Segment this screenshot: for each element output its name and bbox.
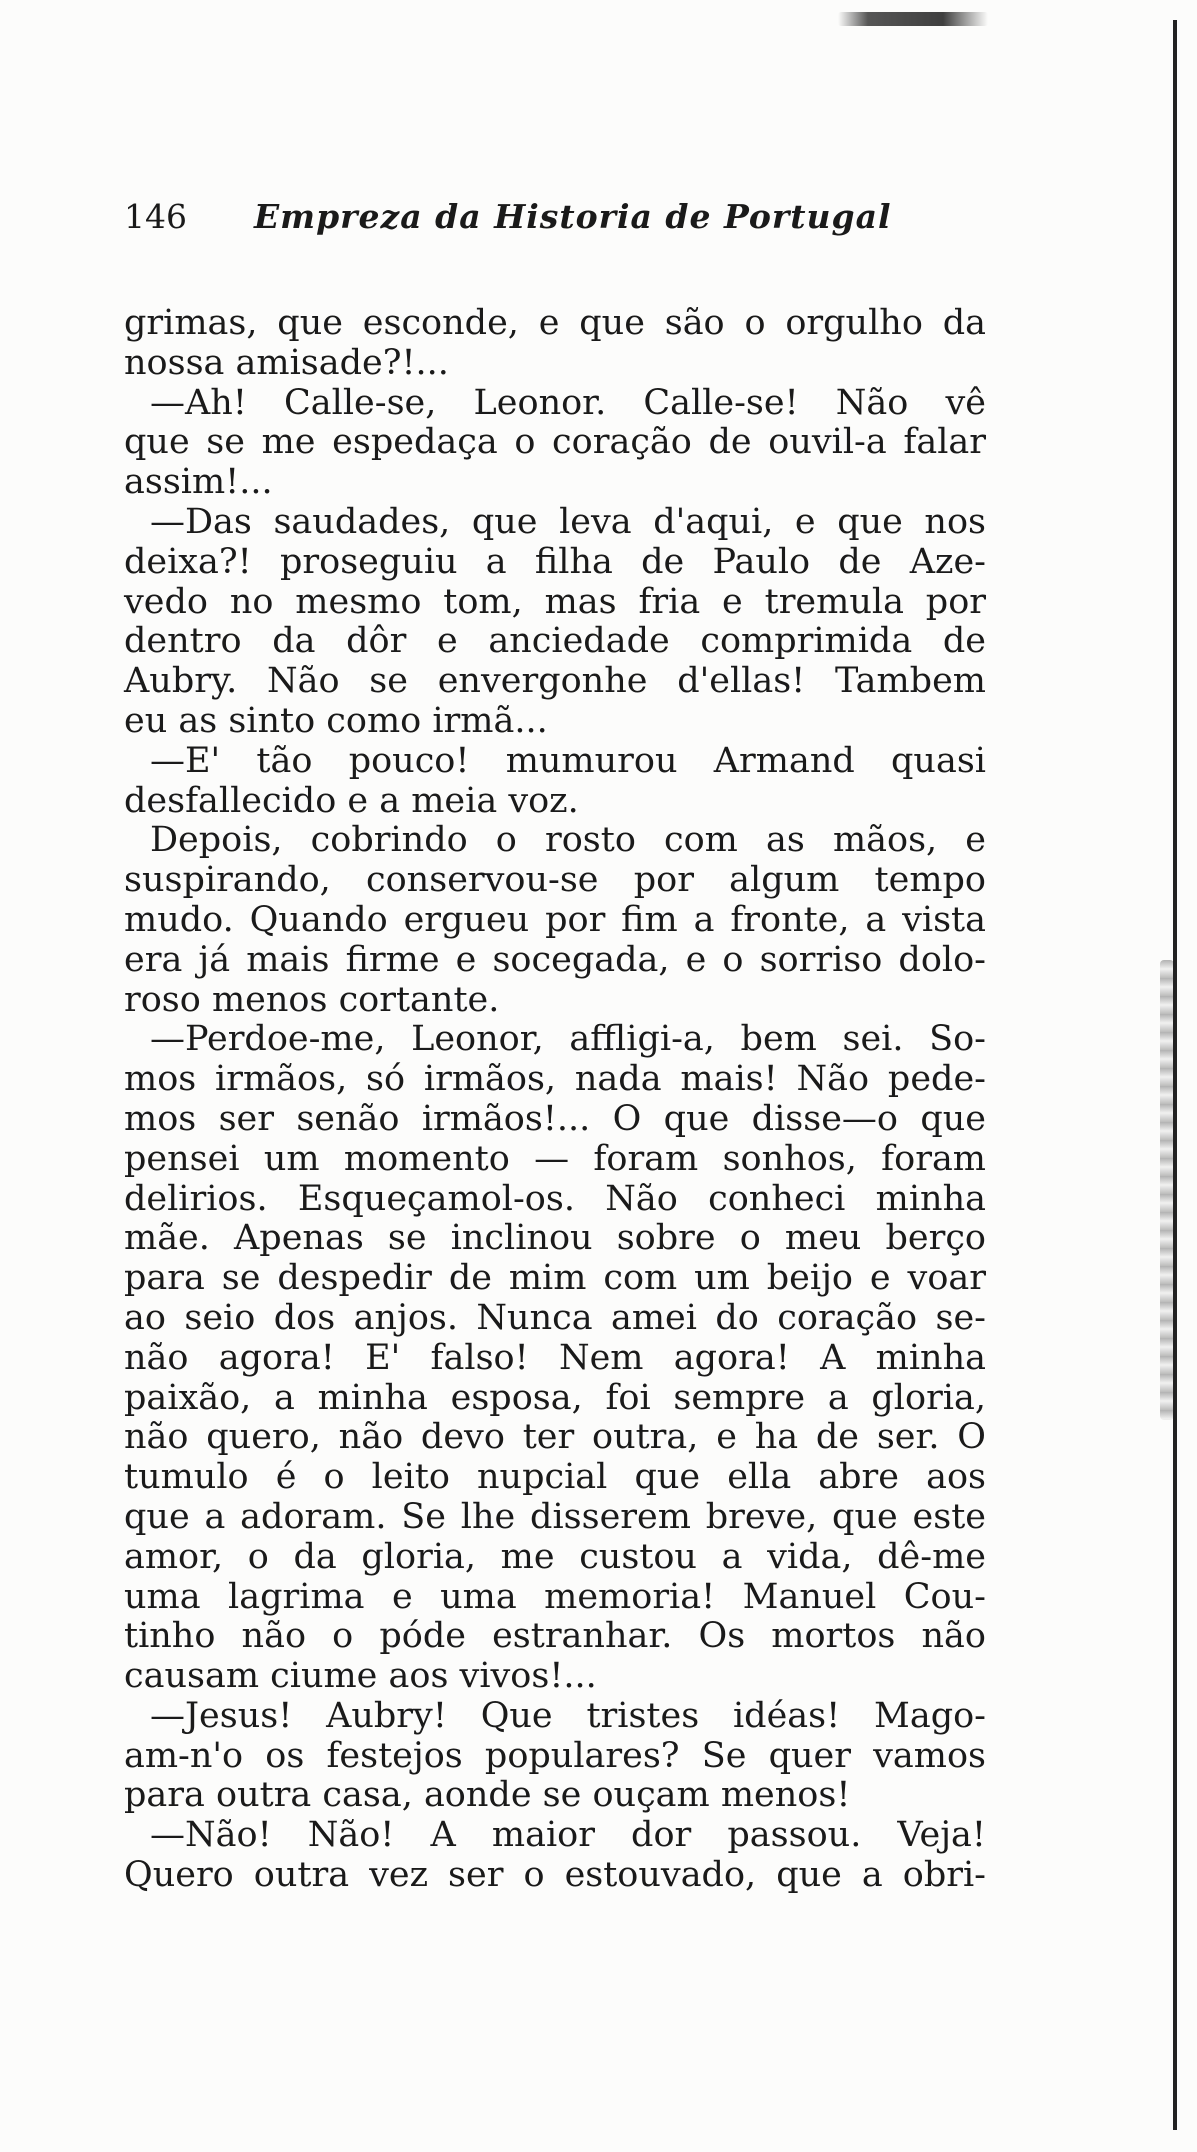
text-line: —Das saudades, que leva d'aqui, e que nos — [150, 501, 986, 542]
text-line: que a adoram. Se lhe disserem breve, que este — [124, 1496, 986, 1537]
text-line: pensei um momento — foram sonhos, foram — [124, 1138, 986, 1179]
text-line: am-n'o os festejos populares? Se quer vamos — [124, 1735, 986, 1776]
text-line: não agora! E' falso! Nem agora! A minha — [124, 1337, 986, 1378]
text-line: roso menos cortante. — [124, 979, 500, 1020]
text-line: eu as sinto como irmã... — [124, 700, 548, 741]
text-line: amor, o da gloria, me custou a vida, dê-me — [124, 1536, 986, 1577]
text-line: causam ciume aos vivos!... — [124, 1656, 597, 1697]
text-line: mudo. Quando ergueu por fim a fronte, a vista — [124, 899, 986, 940]
text-line: mos ser senão irmãos!... O que disse—o que — [124, 1098, 986, 1139]
body-text — [124, 304, 986, 1896]
text-line: Depois, cobrindo o rosto com as mãos, e — [150, 820, 986, 861]
text-line: Aubry. Não se envergonhe d'ellas! Tambem — [124, 661, 986, 702]
text-line: vedo no mesmo tom, mas fria e tremula por — [124, 581, 986, 622]
text-line: —E' tão pouco! mumurou Armand quasi — [150, 740, 986, 781]
text-line: era já mais firme e socegada, e o sorriso dolo- — [124, 939, 986, 980]
text-line: deixa?! proseguiu a filha de Paulo de Aze- — [124, 541, 986, 582]
text-line: —Jesus! Aubry! Que tristes idéas! Mago- — [150, 1695, 986, 1736]
text-line: suspirando, conservou-se por algum tempo — [124, 860, 986, 901]
text-line: nossa amisade?!... — [124, 342, 449, 383]
page-number: 146 — [124, 197, 187, 236]
text-line: dentro da dôr e anciedade comprimida de — [124, 621, 986, 662]
text-line: grimas, que esconde, e que são o orgulho da — [124, 303, 986, 343]
running-head-title: Empreza da Historia de Portugal — [254, 197, 892, 236]
text-line: paixão, a minha esposa, foi sempre a gloria, — [124, 1377, 986, 1418]
page-edge-shadow — [1160, 960, 1174, 1420]
text-line: para se despedir de mim com um beijo e voar — [124, 1258, 986, 1299]
text-line: para outra casa, aonde se ouçam menos! — [124, 1775, 851, 1816]
text-line: assim!... — [124, 462, 273, 503]
text-line: mãe. Apenas se inclinou sobre o meu berço — [124, 1218, 986, 1259]
scan-smudge — [838, 12, 988, 26]
text-line: —Ah! Calle-se, Leonor. Calle-se! Não vê — [150, 382, 986, 423]
text-line: que se me espedaça o coração de ouvil-a falar — [124, 422, 986, 463]
text-line: desfallecido e a meia voz. — [124, 780, 579, 821]
text-line: —Não! Não! A maior dor passou. Veja! — [150, 1815, 986, 1856]
text-line: não quero, não devo ter outra, e ha de ser. O — [124, 1417, 986, 1458]
text-line: —Perdoe-me, Leonor, affligi-a, bem sei. So- — [150, 1019, 986, 1060]
text-line: delirios. Esqueçamol-os. Não conheci minha — [124, 1178, 986, 1219]
text-line: ao seio dos anjos. Nunca amei do coração se- — [124, 1297, 986, 1338]
text-line: uma lagrima e uma memoria! Manuel Cou- — [124, 1576, 986, 1617]
text-line: Quero outra vez ser o estouvado, que a obri- — [124, 1855, 986, 1896]
text-line: tinho não o póde estranhar. Os mortos não — [124, 1616, 986, 1657]
running-head — [124, 192, 1004, 242]
text-line: mos irmãos, só irmãos, nada mais! Não pede- — [124, 1059, 986, 1100]
text-line: tumulo é o leito nupcial que ella abre aos — [124, 1457, 986, 1498]
